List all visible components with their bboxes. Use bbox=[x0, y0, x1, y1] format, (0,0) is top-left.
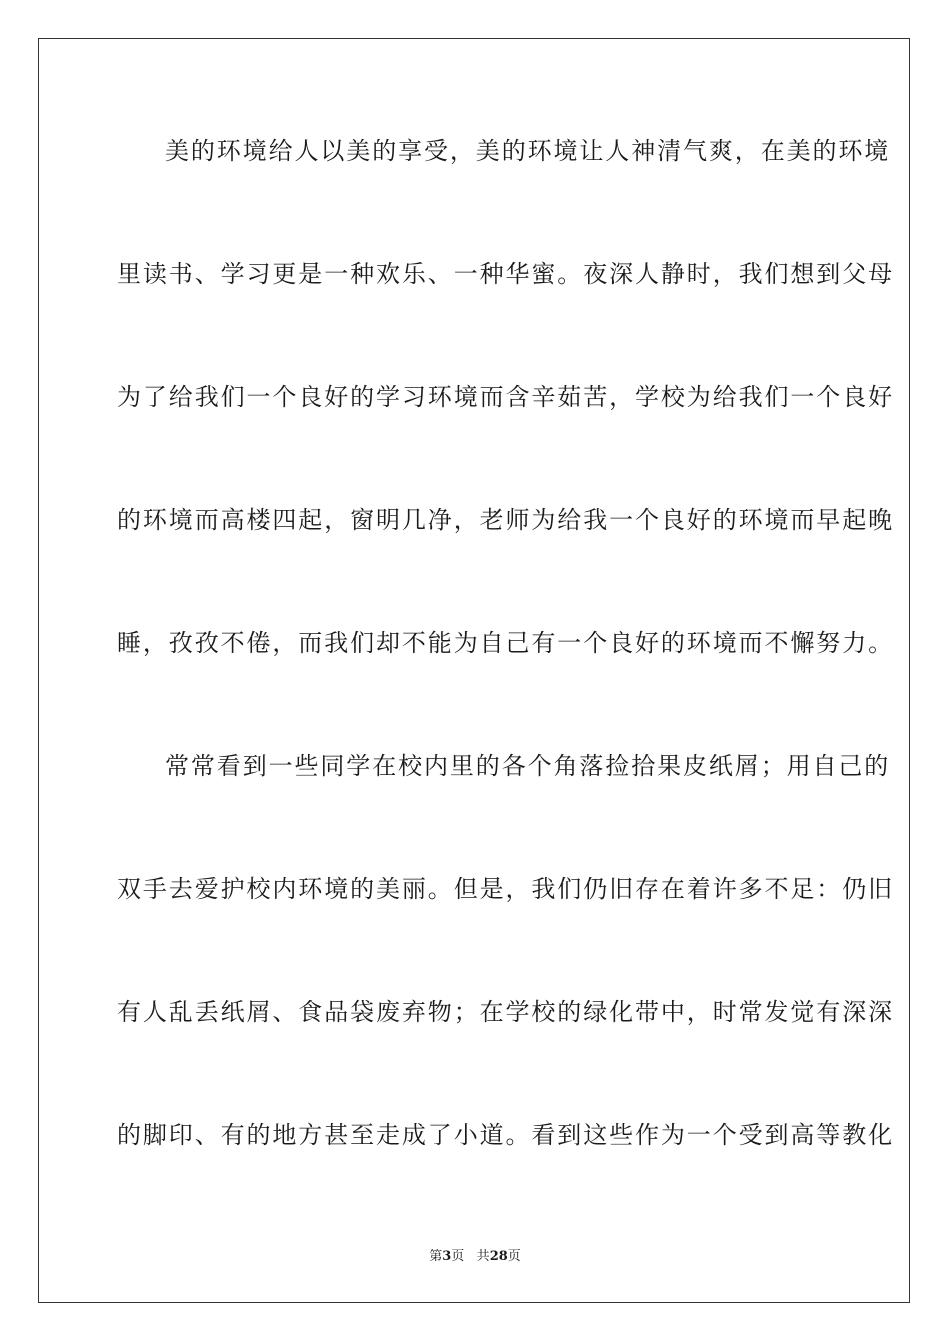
paragraph-2-line-1: 常常看到一些同学在校内里的各个角落捡拾果皮纸屑；用自己的 bbox=[165, 752, 891, 780]
paragraph-2-line-2: 双手去爱护校内环境的美丽。但是，我们仍旧存在着许多不足：仍旧 bbox=[117, 875, 894, 903]
paragraph-2-line-4: 的脚印、有的地方甚至走成了小道。看到这些作为一个受到高等教化 bbox=[117, 1121, 894, 1149]
paragraph-1-line-5: 睡，孜孜不倦，而我们却不能为自己有一个良好的环境而不懈努力。 bbox=[117, 629, 894, 657]
paragraph-1-line-2: 里读书、学习更是一种欢乐、一种华蜜。夜深人静时，我们想到父母 bbox=[117, 260, 894, 288]
page-footer bbox=[0, 1249, 950, 1265]
page-prefix: 第 bbox=[429, 1249, 443, 1264]
page-number: 3 bbox=[442, 1249, 452, 1264]
paragraph-1-line-1: 美的环境给人以美的享受，美的环境让人神清气爽，在美的环境 bbox=[165, 137, 891, 165]
page-border bbox=[38, 38, 910, 1303]
total-suffix: 页 bbox=[507, 1249, 521, 1264]
page-suffix: 页 bbox=[451, 1249, 465, 1264]
paragraph-1-line-4: 的环境而高楼四起，窗明几净，老师为给我一个良好的环境而早起晚 bbox=[117, 506, 894, 534]
total-pages: 28 bbox=[489, 1249, 508, 1264]
paragraph-2-line-3: 有人乱丢纸屑、食品袋废弃物；在学校的绿化带中，时常发觉有深深 bbox=[117, 998, 894, 1026]
total-prefix: 共 bbox=[476, 1249, 490, 1264]
paragraph-1-line-3: 为了给我们一个良好的学习环境而含辛茹苦，学校为给我们一个良好 bbox=[117, 383, 894, 411]
